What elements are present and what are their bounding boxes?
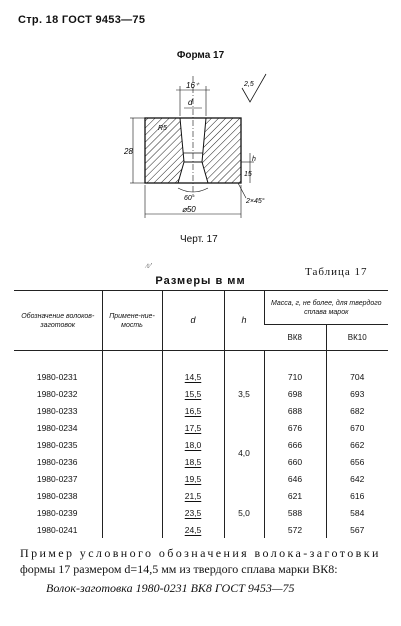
table-number: Таблица 17 bbox=[305, 266, 368, 278]
cell-vk8: 572 bbox=[264, 521, 326, 538]
header-d: d bbox=[162, 291, 224, 351]
cell-designation: 1980-0235 bbox=[36, 439, 78, 450]
cell-vk8: 660 bbox=[264, 453, 326, 470]
table-row bbox=[14, 419, 388, 436]
cell-vk10: 567 bbox=[326, 521, 388, 538]
cell-designation: 1980-0234 bbox=[36, 422, 78, 433]
table-title: Размеры в мм bbox=[155, 275, 246, 287]
cell-vk10: 670 bbox=[326, 419, 388, 436]
cell-vk10: 616 bbox=[326, 487, 388, 504]
cell-d: 18,0 bbox=[162, 436, 224, 453]
cell-application bbox=[102, 504, 162, 521]
cell-designation: 1980-0239 bbox=[36, 507, 78, 518]
table-row bbox=[14, 504, 388, 521]
cell-application bbox=[102, 521, 162, 538]
table-row bbox=[14, 402, 388, 419]
header-application: Примене-ние-мость bbox=[102, 291, 162, 351]
cell-vk10: 584 bbox=[326, 504, 388, 521]
cell-vk8: 646 bbox=[264, 470, 326, 487]
dim-r: R5 bbox=[158, 125, 167, 132]
dim-diameter: ⌀50 bbox=[182, 205, 196, 214]
form-title: Форма 17 bbox=[176, 50, 225, 61]
roughness-value: 2,5 bbox=[244, 81, 254, 88]
table-row bbox=[14, 453, 388, 470]
cell-d: 17,5 bbox=[162, 419, 224, 436]
cell-application bbox=[102, 419, 162, 436]
cell-vk8: 710 bbox=[264, 368, 326, 385]
cell-vk10: 642 bbox=[326, 470, 388, 487]
table-row bbox=[14, 385, 388, 402]
cell-vk10: 662 bbox=[326, 436, 388, 453]
cell-designation: 1980-0232 bbox=[36, 388, 78, 399]
cell-d: 14,5 bbox=[162, 368, 224, 385]
cell-h: 5,0 bbox=[224, 487, 264, 538]
cell-d: 21,5 bbox=[162, 487, 224, 504]
example-heading: Пример условного обозначения волока-заготовки bbox=[20, 546, 381, 560]
cell-designation: 1980-0233 bbox=[36, 405, 78, 416]
cell-application bbox=[102, 385, 162, 402]
dim-chamfer: 2×45° bbox=[246, 198, 265, 205]
cell-d: 24,5 bbox=[162, 521, 224, 538]
header-h: h bbox=[224, 291, 264, 351]
cell-vk8: 588 bbox=[264, 504, 326, 521]
cell-d: 18,5 bbox=[162, 453, 224, 470]
stamp-mark: ∕r∕′ bbox=[146, 262, 153, 270]
header-designation: Обозначение волоков-заготовок bbox=[14, 291, 102, 351]
dim-angle: 60° bbox=[184, 195, 195, 202]
cell-application bbox=[102, 470, 162, 487]
cell-vk10: 693 bbox=[326, 385, 388, 402]
cell-application bbox=[102, 368, 162, 385]
cell-vk8: 621 bbox=[264, 487, 326, 504]
cell-d: 23,5 bbox=[162, 504, 224, 521]
example-designation: Волок-заготовка 1980-0231 ВК8 ГОСТ 9453—75 bbox=[46, 581, 295, 595]
cell-vk10: 704 bbox=[326, 368, 388, 385]
cell-vk10: 656 bbox=[326, 453, 388, 470]
header-vk8: ВК8 bbox=[264, 325, 326, 351]
cell-vk8: 698 bbox=[264, 385, 326, 402]
header-vk10: ВК10 bbox=[326, 325, 388, 351]
example-text: формы 17 размером d=14,5 мм из твердого сплава марки ВК8: bbox=[20, 562, 338, 576]
cell-vk8: 688 bbox=[264, 402, 326, 419]
cell-designation: 1980-0237 bbox=[36, 473, 78, 484]
cell-vk8: 676 bbox=[264, 419, 326, 436]
cell-designation: 1980-0241 bbox=[36, 524, 78, 535]
cell-vk10: 682 bbox=[326, 402, 388, 419]
dim-15: 15 bbox=[244, 171, 252, 178]
sizes-table bbox=[14, 290, 388, 538]
cell-designation: 1980-0238 bbox=[36, 490, 78, 501]
table-row bbox=[14, 521, 388, 538]
dim-h: h bbox=[252, 156, 256, 163]
technical-drawing bbox=[120, 68, 280, 234]
cell-vk8: 666 bbox=[264, 436, 326, 453]
dim-top: 16⁺ bbox=[186, 81, 200, 90]
cell-h: 3,5 bbox=[224, 368, 264, 419]
cell-designation: 1980-0236 bbox=[36, 456, 78, 467]
cell-d: 15,5 bbox=[162, 385, 224, 402]
table-row bbox=[14, 436, 388, 453]
cell-application bbox=[102, 453, 162, 470]
page-header: Стр. 18 ГОСТ 9453—75 bbox=[18, 14, 146, 26]
roughness-icon bbox=[242, 74, 266, 102]
cell-d: 19,5 bbox=[162, 470, 224, 487]
cell-application bbox=[102, 436, 162, 453]
table-row bbox=[14, 368, 388, 385]
table-row bbox=[14, 487, 388, 504]
table-row bbox=[14, 470, 388, 487]
cell-designation: 1980-0231 bbox=[36, 371, 78, 382]
cell-h: 4,0 bbox=[224, 419, 264, 487]
cell-application bbox=[102, 487, 162, 504]
cell-d: 16,5 bbox=[162, 402, 224, 419]
header-mass: Масса, г, не более, для твердого сплава марок bbox=[264, 291, 388, 325]
dim-height: 28 bbox=[124, 147, 133, 156]
cell-application bbox=[102, 402, 162, 419]
drawing-caption: Черт. 17 bbox=[180, 234, 218, 245]
dim-d: d bbox=[188, 98, 193, 107]
